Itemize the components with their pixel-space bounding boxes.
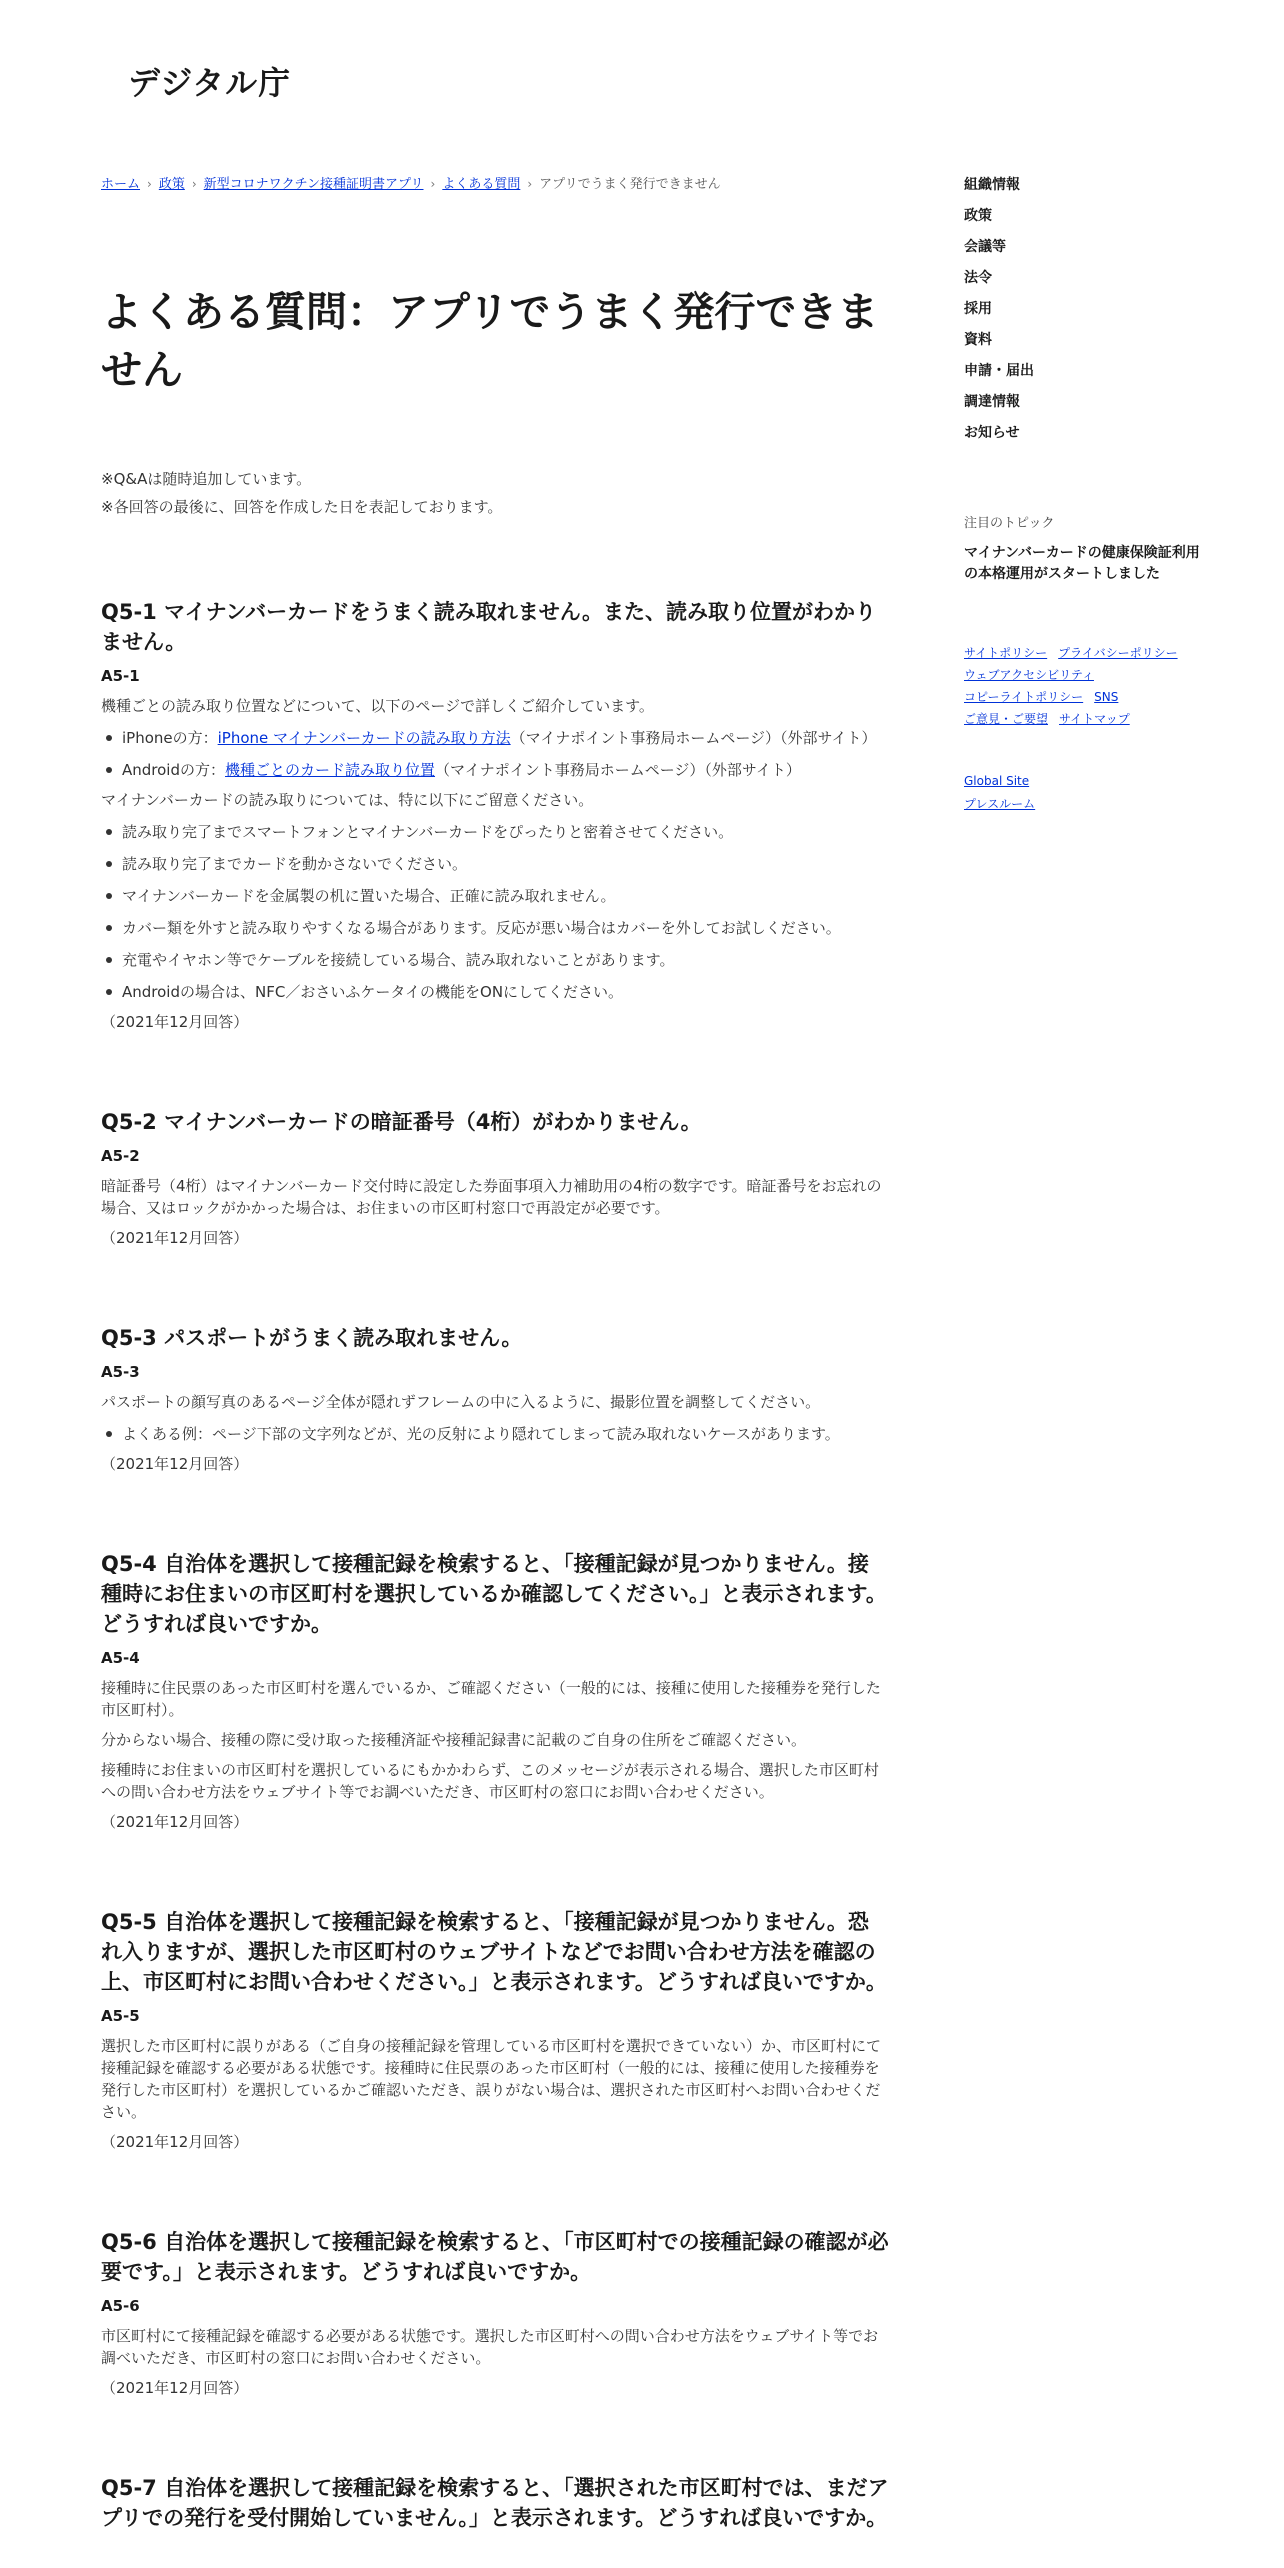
note-item: ※各回答の最後に、回答を作成した日を表記しております。 — [101, 498, 503, 516]
question-title: Q5-7 自治体を選択して接種記録を検索すると、「選択された市区町村では、まだアプリでの発行を受付開始していません。」と表示されます。どうすれば良いですか。 — [101, 2476, 889, 2530]
web-accessibility-link[interactable]: ウェブアクセシビリティ — [964, 668, 1094, 682]
answer-text: マイナンバーカードの読み取りについては、特に以下にご留意ください。 — [101, 791, 594, 809]
answer-label: A5-2 — [101, 1147, 140, 1165]
answer-text: 暗証番号（4桁）はマイナンバーカード交付時に設定した券面事項入力補助用の4桁の数字です。暗証番号をお忘れの場合、又はロックがかかった場合は、お住まいの市区町村窓口で再設定が必要です。 — [101, 1177, 882, 1217]
question-title: Q5-5 自治体を選択して接種記録を検索すると、「接種記録が見つかりません。恐れ入りますが、選択した市区町村のウェブサイトなどでお問い合わせ方法を確認の上、市区町村にお問い合わせください。」と表示されます。どうすれば良いですか。 — [101, 1910, 887, 1994]
list-item: 読み取り完了までカードを動かさないでください。 — [101, 853, 889, 875]
list-item: マイナンバーカードを金属製の机に置いた場合、正確に読み取れません。 — [101, 885, 889, 907]
sitemap-link[interactable]: サイトマップ — [1059, 712, 1130, 726]
qa-5-1 — [101, 597, 889, 1033]
list-item: 充電やイヤホン等でケーブルを接続している場合、読み取れないことがあります。 — [101, 949, 889, 971]
sidebar-item-procurement[interactable]: 調達情報 — [964, 394, 1020, 410]
answer-text: 接種時にお住まいの市区町村を選択しているにもかかわらず、このメッセージが表示される場合、選択した市区町村への問い合わせ方法をウェブサイト等でお調べいただき、市区町村の窓口にお問い合わせください。 — [101, 1761, 879, 1801]
sidebar-item-laws[interactable]: 法令 — [964, 270, 992, 286]
list-item: Androidの場合は、NFC／おさいふケータイの機能をONにしてください。 — [101, 981, 889, 1003]
notes — [101, 465, 889, 521]
answer-label: A5-5 — [101, 2007, 140, 2025]
link-prefix: iPhoneの方： — [122, 729, 218, 747]
link-suffix: （マイナポイント事務局ホームページ）（外部サイト） — [435, 761, 801, 779]
link-list — [101, 727, 889, 781]
link-suffix: （マイナポイント事務局ホームページ）（外部サイト） — [510, 729, 877, 747]
answer-label: A5-6 — [101, 2297, 140, 2315]
site-logo[interactable]: デジタル庁 — [128, 64, 292, 102]
question-title: Q5-6 自治体を選択して接種記録を検索すると、「市区町村での接種記録の確認が必要です。」と表示されます。どうすれば良いですか。 — [101, 2230, 889, 2284]
answer-date: （2021年12月回答） — [101, 1013, 249, 1031]
qa-5-5 — [101, 1907, 889, 2153]
sidebar-item-applications[interactable]: 申請・届出 — [964, 363, 1034, 379]
breadcrumb-policy[interactable]: 政策 — [158, 177, 185, 192]
question-title: Q5-3 パスポートがうまく読み取れません。 — [101, 1326, 523, 1350]
note-item: ※Q&Aは随時追加しています。 — [101, 470, 312, 488]
site-policy-link[interactable]: サイトポリシー — [964, 646, 1048, 660]
list-item: 読み取り完了までスマートフォンとマイナンバーカードをぴったりと密着させてください。 — [101, 821, 889, 843]
main-content — [101, 172, 889, 2533]
list-item: カバー類を外すと読み取りやすくなる場合があります。反応が悪い場合はカバーを外してお試しください。 — [101, 917, 889, 939]
question-title: Q5-4 自治体を選択して接種記録を検索すると、「接種記録が見つかりません。接種時にお住まいの市区町村を選択しているか確認してください。」と表示されます。どうすれば良いですか。 — [101, 1552, 887, 1636]
iphone-reading-link[interactable]: iPhone マイナンバーカードの読み取り方法 — [217, 729, 511, 747]
answer-text: 市区町村にて接種記録を確認する必要がある状態です。選択した市区町村への問い合わせ方法をウェブサイト等でお調べいただき、市区町村の窓口にお問い合わせください。 — [101, 2327, 879, 2367]
sidebar-nav — [964, 170, 1204, 449]
sidebar-item-documents[interactable]: 資料 — [964, 332, 992, 348]
breadcrumb-home[interactable]: ホーム — [101, 177, 141, 192]
global-site-link[interactable]: Global Site — [964, 774, 1030, 788]
chevron-right-icon: › — [191, 177, 197, 191]
answer-label: A5-4 — [101, 1649, 140, 1667]
sidebar-item-organization[interactable]: 組織情報 — [964, 177, 1020, 193]
list-item: よくある例：ページ下部の文字列などが、光の反射により隠れてしまって読み取れないケースがあります。 — [101, 1423, 889, 1445]
answer-date: （2021年12月回答） — [101, 1455, 249, 1473]
copyright-policy-link[interactable]: コピーライトポリシー — [964, 690, 1084, 704]
sns-link[interactable]: SNS — [1094, 690, 1119, 704]
qa-5-2 — [101, 1107, 889, 1249]
breadcrumb-current: アプリでうまく発行できません — [539, 177, 721, 192]
footer-links — [964, 642, 1204, 730]
qa-5-6 — [101, 2227, 889, 2399]
chevron-right-icon: › — [147, 177, 152, 191]
answer-text: 接種時に住民票のあった市区町村を選んでいるか、ご確認ください（一般的には、接種に使用した接種券を発行した市区町村）。 — [101, 1679, 881, 1719]
site-header — [0, 0, 1284, 150]
list-item — [101, 727, 889, 749]
android-reading-link[interactable]: 機種ごとのカード読み取り位置 — [225, 761, 436, 779]
answer-date: （2021年12月回答） — [101, 2133, 249, 2151]
answer-text: 選択した市区町村に誤りがある（ご自身の接種記録を管理している市区町村を選択できていない）か、市区町村にて接種記録を確認する必要がある状態です。接種時に住民票のあった市区町村（一般的には、接種に使用した接種券を発行した市区町村）を選択しているかご確認いただき、誤りがない場合は、選択された市区町村へお問い合わせください。 — [101, 2037, 882, 2121]
list-item — [101, 759, 889, 781]
page-title: よくある質問：アプリでうまく発行できません — [101, 288, 879, 394]
sidebar-item-meetings[interactable]: 会議等 — [964, 239, 1006, 255]
answer-label: A5-3 — [101, 1363, 140, 1381]
sidebar-item-news[interactable]: お知らせ — [964, 425, 1020, 441]
question-title: Q5-2 マイナンバーカードの暗証番号（4桁）がわかりません。 — [101, 1110, 702, 1134]
chevron-right-icon: › — [430, 177, 436, 191]
feedback-link[interactable]: ご意見・ご要望 — [964, 712, 1049, 726]
global-links — [964, 770, 1204, 816]
example-list — [101, 1423, 889, 1445]
question-title: Q5-1 マイナンバーカードをうまく読み取れません。また、読み取り位置がわかりません。 — [101, 600, 876, 654]
answer-label: A5-1 — [101, 667, 140, 685]
sidebar-item-policy[interactable]: 政策 — [964, 208, 992, 224]
chevron-right-icon: › — [527, 177, 533, 191]
breadcrumb-faq[interactable]: よくある質問 — [442, 177, 521, 192]
answer-date: （2021年12月回答） — [101, 1813, 249, 1831]
caution-list — [101, 821, 889, 1003]
answer-date: （2021年12月回答） — [101, 1229, 249, 1247]
press-room-link[interactable]: プレスルーム — [964, 797, 1036, 811]
qa-5-3 — [101, 1323, 889, 1475]
answer-date: （2021年12月回答） — [101, 2379, 249, 2397]
qa-5-7 — [101, 2473, 889, 2533]
sidebar — [964, 170, 1204, 816]
breadcrumb-vaccine-app[interactable]: 新型コロナワクチン接種証明書アプリ — [203, 177, 424, 192]
answer-text: 機種ごとの読み取り位置などについて、以下のページで詳しくご紹介しています。 — [101, 697, 654, 715]
qa-5-4 — [101, 1549, 889, 1833]
topics-heading: 注目のトピック — [964, 516, 1055, 531]
privacy-policy-link[interactable]: プライバシーポリシー — [1058, 646, 1178, 660]
breadcrumb — [101, 172, 889, 197]
topic-link[interactable]: マイナンバーカードの健康保険証利用の本格運用がスタートしました — [964, 545, 1200, 582]
link-prefix: Androidの方： — [122, 761, 225, 779]
sidebar-item-recruitment[interactable]: 採用 — [964, 301, 992, 317]
answer-text: 分からない場合、接種の際に受け取った接種済証や接種記録書に記載のご自身の住所をご確認ください。 — [101, 1731, 807, 1749]
answer-text: パスポートの顔写真のあるページ全体が隠れずフレームの中に入るように、撮影位置を調整してください。 — [101, 1393, 821, 1411]
